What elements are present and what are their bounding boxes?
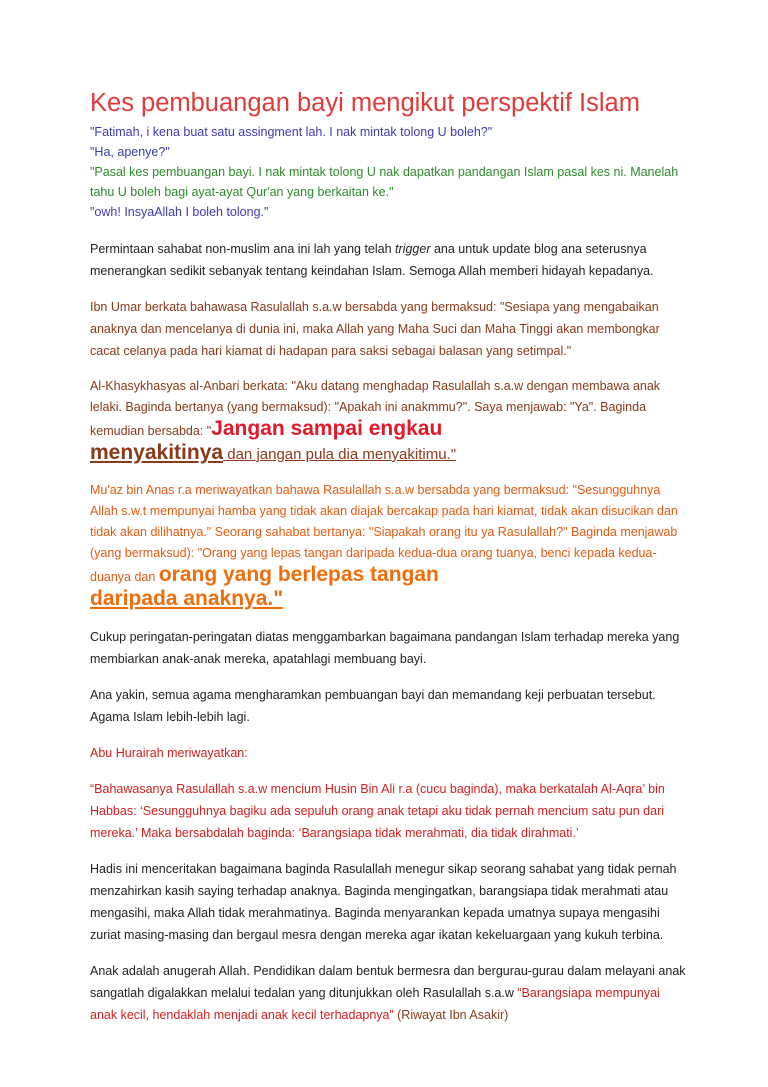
hadith-al-khasykhasyas bbox=[90, 376, 690, 466]
abu-hurairah-quote: “Bahawasanya Rasulallah s.a.w mencium Husin Bin Ali r.a (cucu baginda), maka berkatalah Al-Aqra’ bin Habbas: ‘Sesungguhnya bagiku ada sepuluh orang anak tetapi aku tidak pernah mencium satu pun dari mereka.’ Maka bersabdalah baginda: ‘Barangsiapa tidak merahmati, dia tidak dirahmati.’ bbox=[90, 782, 665, 840]
dialog-line: "owh! InsyaAllah I boleh tolong." bbox=[90, 205, 269, 219]
hadith-emphasis: Jangan sampai engkau bbox=[211, 417, 443, 440]
abu-hurairah-label: Abu Hurairah meriwayatkan: bbox=[90, 746, 248, 760]
dialog-block bbox=[90, 122, 690, 222]
intro-text: Permintaan sahabat non-muslim ana ini lah yang telah bbox=[90, 242, 396, 256]
hadith-tail: dan jangan pula dia menyakitimu." bbox=[223, 446, 457, 463]
dialog-line: "Ha, apenye?" bbox=[90, 145, 170, 159]
paragraph-warning: Cukup peringatan-peringatan diatas menggambarkan bagaimana pandangan Islam terhadap mereka yang membiarkan anak-anak mereka, apatahlagi membuang bayi. bbox=[90, 630, 680, 666]
intro-emphasis: trigger bbox=[395, 242, 431, 256]
paragraph-religion: Ana yakin, semua agama mengharamkan pembuangan bayi dan memandang keji perbuatan tersebut. Agama Islam lebih-lebih lagi. bbox=[90, 688, 656, 724]
hadith-emphasis: orang yang berlepas tangan bbox=[158, 563, 439, 586]
paragraph-explanation: Hadis ini menceritakan bagaimana baginda Rasulallah menegur sikap seorang sahabat yang tidak pernah menzahirkan kasih saying terhadap anaknya. Baginda mengingatkan, barangsiapa tidak merahmati atau mengasihi, maka Allah tidak merahmatinya. Baginda menyarankan kepada umatnya supaya mengasihi zuriat masing-masing dan bergaul mesra dengan mereka agar ikatan kekeluargaan yang kukuh terbina. bbox=[90, 862, 677, 942]
hadith-text: Mu'az bin Anas r.a meriwayatkan bahawa Rasulallah s.a.w bersabda yang bermaksud: "Sesungguhnya Allah s.w.t mempunyai hamba yang tidak akan diajak bercakap pada hari kiamat, tidak akan disucikan dan tidak akan dilihatnya." Seorang sahabat bertanya: "Siapakah orang itu ya Rasulallah?" Baginda menjawab (yang bermaksud): "Orang yang lepas tangan daripada kedua-dua orang tuanya, benci kepada kedua-duanya dan bbox=[90, 483, 678, 584]
hadith-source: (Riwayat Ibn Asakir) bbox=[393, 1008, 509, 1022]
hadith-quote: “Barangsiapa mempunyai anak kecil, hendaklah menjadi anak kecil terhadapnya” bbox=[90, 986, 660, 1022]
article bbox=[90, 86, 690, 1040]
intro-text-end: ana untuk update blog ana seterusnya menerangkan sedikit sebanyak tentang keindahan Islam. Semoga Allah memberi hidayah kepadanya. bbox=[90, 242, 654, 278]
hadith-text: Al-Khasykhasyas al-Anbari berkata: "Aku datang menghadap Rasulallah s.a.w dengan membawa anak lelaki. Baginda bertanya (yang bermaksud): "Apakah ini anakmmu?". Saya menjawab: "Ya". Baginda kemudian bersabda: " bbox=[90, 379, 661, 438]
paragraph-text: Anak adalah anugerah Allah. Pendidikan dalam bentuk bermesra dan bergurau-gurau dalam melayani anak sangatlah digalakkan melalui tedalan yang ditunjukkan oleh Rasulallah s.a.w bbox=[90, 964, 686, 1000]
dialog-line: "Fatimah, i kena buat satu assingment lah. I nak mintak tolong U boleh?" bbox=[90, 125, 493, 139]
hadith-muaz bbox=[90, 480, 690, 612]
hadith-ibn-umar: Ibn Umar berkata bahawasa Rasulallah s.a.w bersabda yang bermaksud: "Sesiapa yang mengabaikan anaknya dan mencelanya di dunia ini, maka Allah yang Maha Suci dan Maha Tinggi akan membongkar cacat celanya pada hari kiamat di hadapan para saksi sebagai balasan yang setimpal." bbox=[90, 300, 660, 358]
page-title: Kes pembuangan bayi mengikut perspektif Islam bbox=[90, 89, 640, 117]
hadith-emphasis-underlined: menyakitinya bbox=[90, 441, 224, 464]
intro-paragraph bbox=[90, 238, 690, 282]
hadith-emphasis-underlined: daripada anaknya." bbox=[90, 587, 284, 610]
paragraph-gift bbox=[90, 960, 690, 1026]
dialog-line: "Pasal kes pembuangan bayi. I nak mintak tolong U nak dapatkan pandangan Islam pasal kes ni. Manelah tahu U boleh bagi ayat-ayat Qur'an yang berkaitan ke." bbox=[90, 165, 679, 199]
